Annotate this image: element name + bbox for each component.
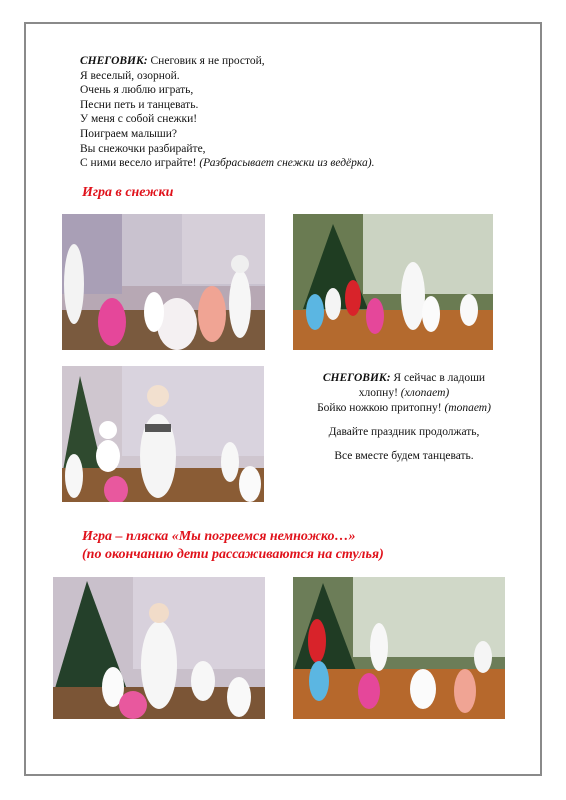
poem-line: Очень я люблю играть, [80, 84, 194, 97]
stage-direction: (Разбрасывает снежки из ведёрка). [199, 157, 375, 170]
photo-snowball-game-2 [293, 214, 493, 350]
stage-direction: (топает) [444, 402, 491, 414]
heading-dance-note: (по окончанию дети рассаживаются на стулья) [82, 547, 384, 562]
speaker-label: СНЕГОВИК: [80, 55, 148, 67]
poem-line: Поиграем малыши? [80, 127, 178, 140]
photo-dance-1 [53, 577, 265, 719]
side-line-2: хлопну! (хлопает) [358, 387, 450, 399]
side-line-3: Бойко ножкою притопну! (топает) [317, 402, 491, 414]
poem-line-last: С ними весело играйте! (Разбрасывает снежки из ведёрка). [80, 157, 375, 170]
poem-line-1: СНЕГОВИК: Снеговик я не простой, [80, 55, 265, 67]
heading-dance-game: Игра – пляска «Мы погреемся немножко…» [82, 529, 356, 544]
heading-snowball-game: Игра в снежки [82, 185, 174, 200]
poem-line: Я веселый, озорной. [80, 69, 180, 82]
poem-line: У меня с собой снежки! [80, 113, 198, 126]
speaker-label: СНЕГОВИК: [322, 372, 391, 384]
snowman-side-text [296, 371, 512, 464]
poem-line: Вы снежочки разбирайте, [80, 142, 206, 155]
side-line-5: Все вместе будем танцевать. [334, 450, 474, 462]
photo-snowman-dance [62, 366, 264, 502]
side-line-4: Давайте праздник продолжать, [328, 426, 480, 438]
poem-block [80, 54, 480, 171]
photo-snowball-game-1 [62, 214, 265, 350]
side-line-1: СНЕГОВИК: Я сейчас в ладоши [322, 372, 486, 384]
photo-dance-2 [293, 577, 505, 719]
stage-direction: (хлопает) [400, 387, 450, 399]
poem-line: Песни петь и танцевать. [80, 98, 199, 111]
